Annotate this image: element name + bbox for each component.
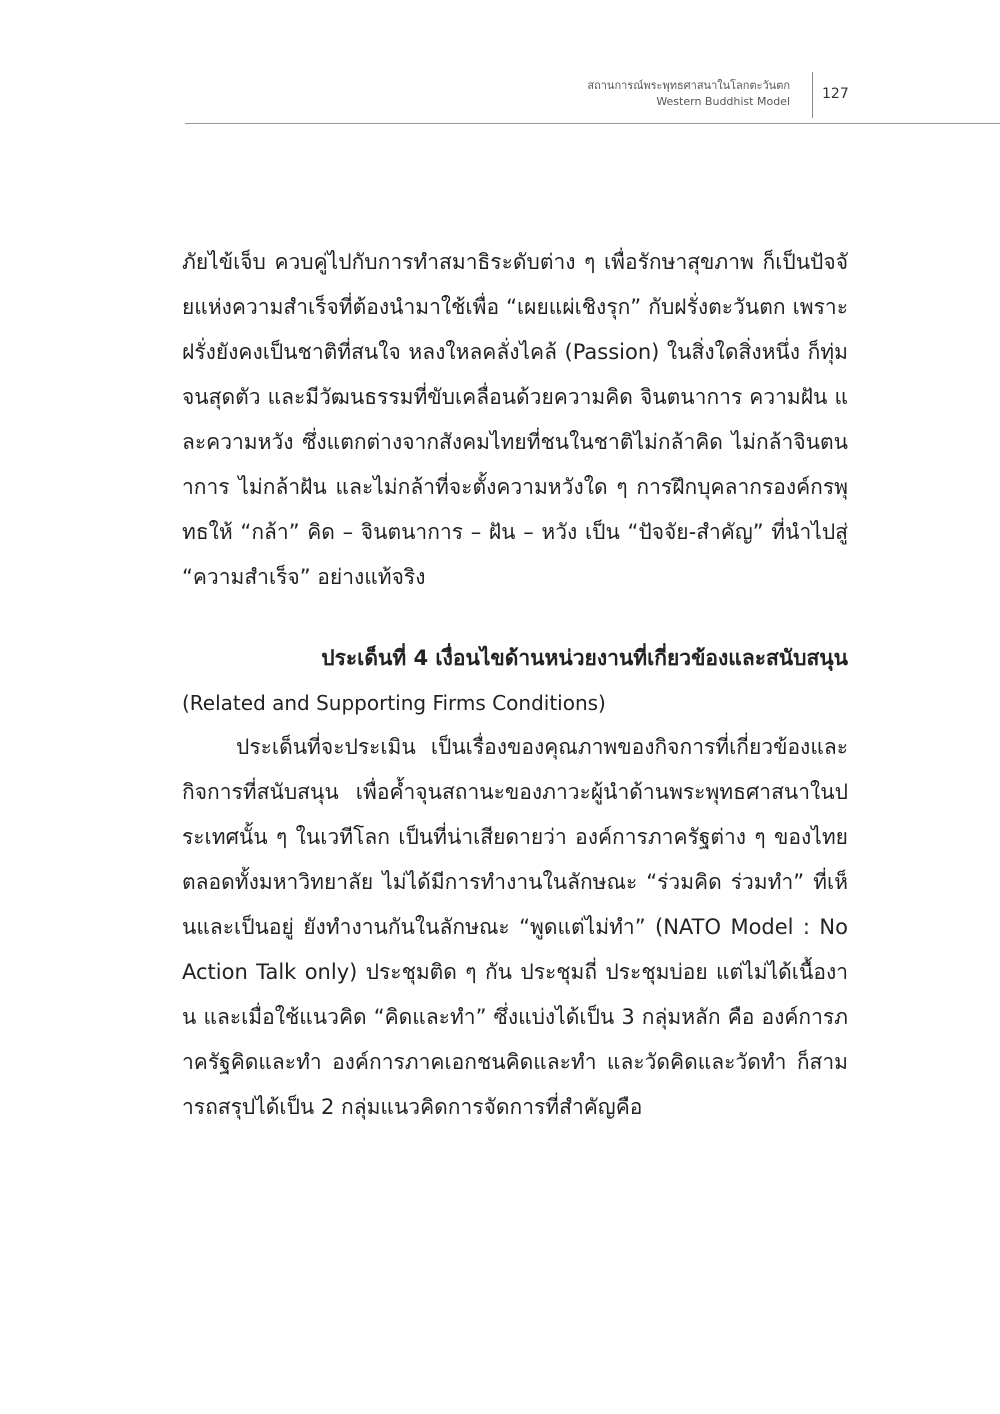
running-header-title-en: Western Buddhist Model (656, 95, 790, 108)
section-heading-english: (Related and Supporting Firms Conditions) (182, 691, 606, 715)
section-heading (182, 636, 848, 725)
header-horizontal-rule (185, 123, 1000, 124)
page-body (182, 240, 848, 1130)
page-number: 127 (822, 86, 849, 102)
header-vertical-divider (812, 72, 813, 118)
paragraph-assessment: ประเด็นที่จะประเมิน เป็นเรื่องของคุณภาพของกิจการที่เกี่ยวข้องและกิจการที่สนับสนุน เพื่อค้ำจุนสถานะของภาวะผู้นำด้านพระพุทธศาสนาในประเทศนั้น ๆ ในเวทีโลก เป็นที่น่าเสียดายว่า องค์การภาครัฐต่าง ๆ ของไทย ตลอดทั้งมหาวิทยาลัย ไม่ได้มีการทำงานในลักษณะ “ร่วมคิด ร่วมทำ” ที่เห็นและเป็นอยู่ ยังทำงานกันในลักษณะ “พูดแต่ไม่ทำ” (NATO Model : No Action Talk only) ประชุมติด ๆ กัน ประชุมถี่ ประชุมบ่อย แต่ไม่ได้เนื้องาน และเมื่อใช้แนวคิด “คิดและทำ” ซึ่งแบ่งได้เป็น 3 กลุ่มหลัก คือ องค์การภาครัฐคิดและทำ องค์การภาคเอกชนคิดและทำ และวัดคิดและวัดทำ ก็สามารถสรุปได้เป็น 2 กลุ่มแนวคิดการจัดการที่สำคัญคือ (182, 735, 848, 1119)
paragraph-continuation: ภัยไข้เจ็บ ควบคู่ไปกับการทำสมาธิระดับต่าง ๆ เพื่อรักษาสุขภาพ ก็เป็นปัจจัยแห่งความสำเร็จที่ต้องนำมาใช้เพื่อ “เผยแผ่เชิงรุก” กับฝรั่งตะวันตก เพราะฝรั่งยังคงเป็นชาติที่สนใจ หลงใหลคลั่งไคล้ (Passion) ในสิ่งใดสิ่งหนึ่ง ก็ทุ่มจนสุดตัว และมีวัฒนธรรมที่ขับเคลื่อนด้วยความคิด จินตนาการ ความฝัน และความหวัง ซึ่งแตกต่างจากสังคมไทยที่ชนในชาติไม่กล้าคิด ไม่กล้าจินตนาการ ไม่กล้าฝัน และไม่กล้าที่จะตั้งความหวังใด ๆ การฝึกบุคลากรองค์กรพุทธให้ “กล้า” คิด – จินตนาการ – ฝัน – หวัง เป็น “ปัจจัย-สำคัญ” ที่นำไปสู่ “ความสำเร็จ” อย่างแท้จริง (182, 250, 848, 589)
section-heading-thai: ประเด็นที่ 4 เงื่อนไขด้านหน่วยงานที่เกี่ยวข้องและสนับสนุน (321, 646, 848, 670)
running-header (587, 78, 790, 110)
running-header-title-th: สถานการณ์พระพุทธศาสนาในโลกตะวันตก (587, 79, 790, 92)
